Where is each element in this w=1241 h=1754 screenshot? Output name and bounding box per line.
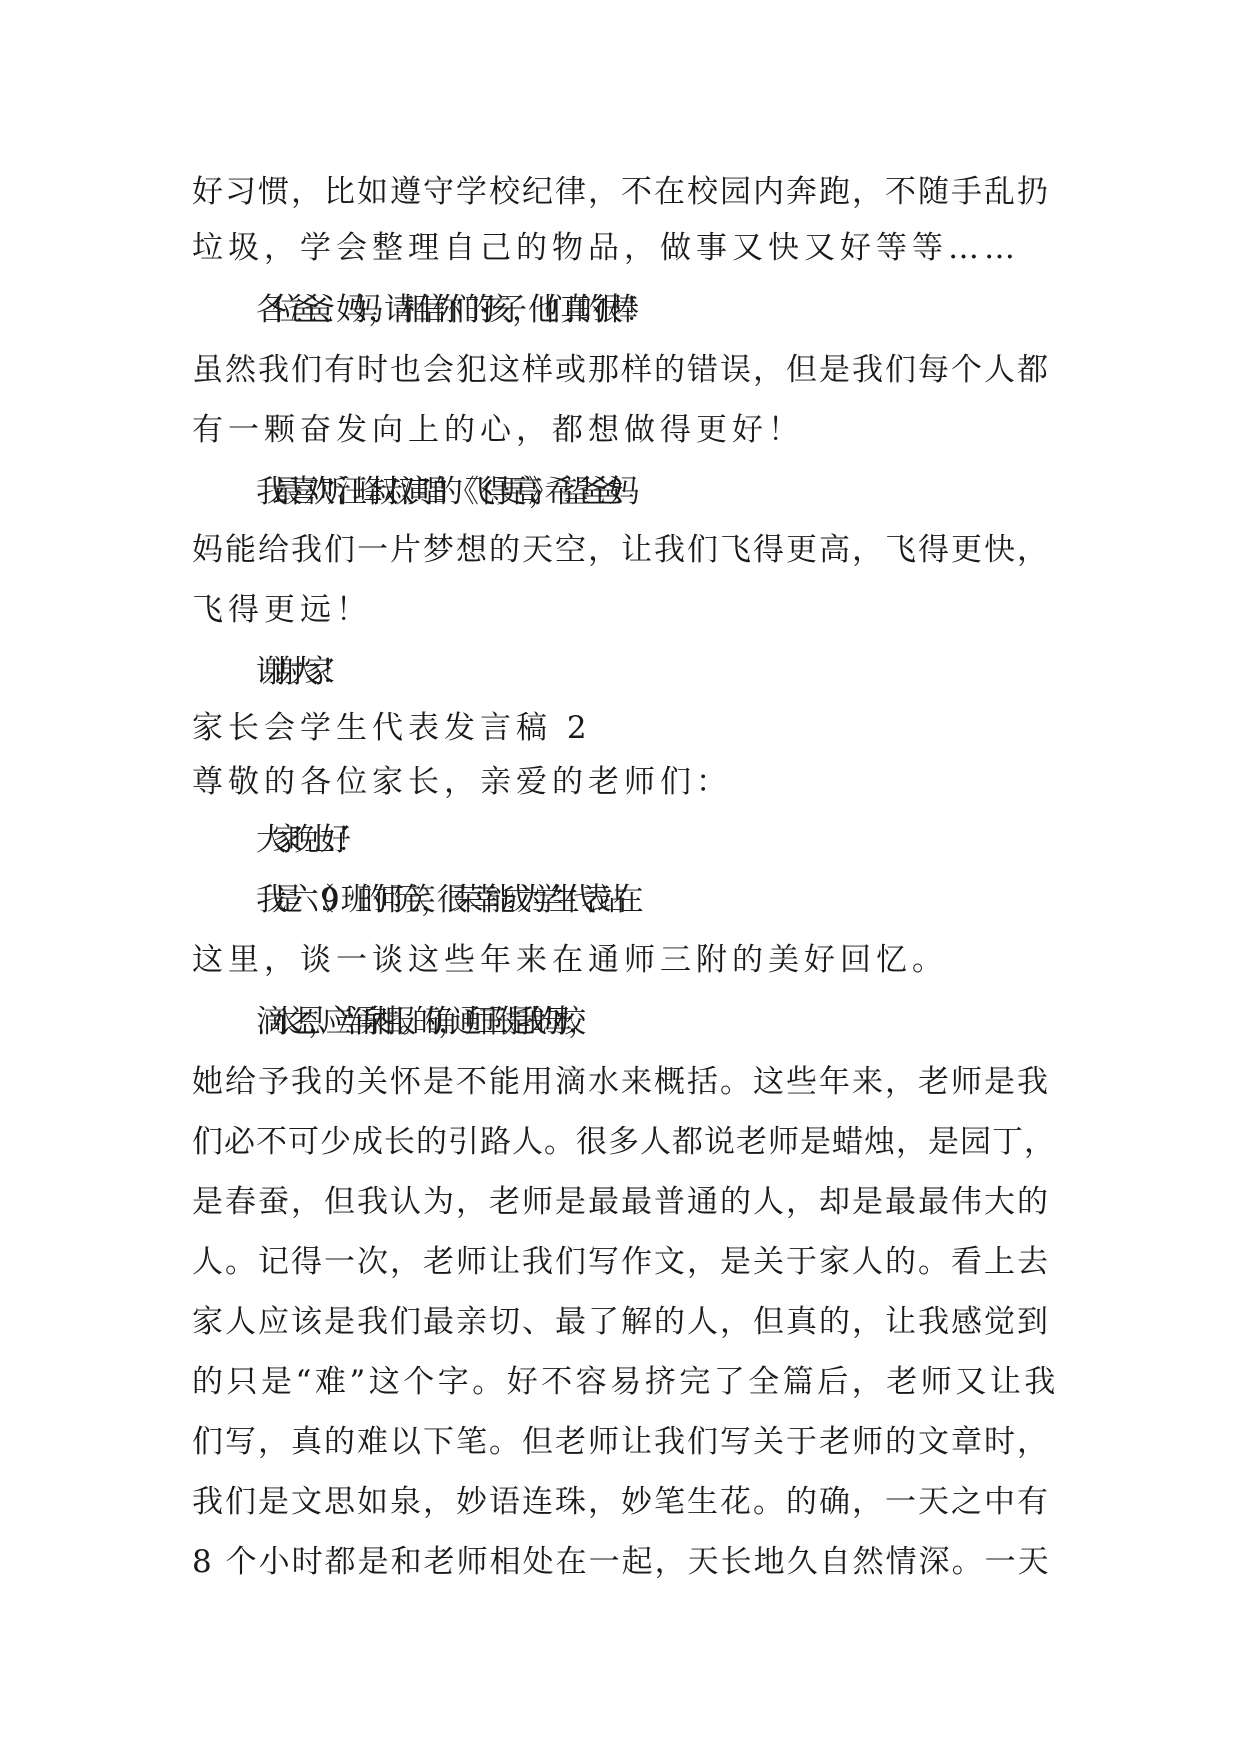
text-line-9: 谢谢大家！ — [256, 654, 336, 690]
text-line-21: 的只是“难”这个字。好不容易挤完了全篇后，老师又让我 — [192, 1364, 1059, 1400]
text-line-13: 我是六（9）班的何阮笑，很荣幸能成为学生代表站在 — [256, 882, 629, 918]
text-line-22: 们写，真的难以下笔。但老师让我们写关于老师的文章时， — [192, 1424, 1050, 1460]
section-heading: 家长会学生代表发言稿 2 — [192, 710, 592, 746]
text-line-16: 她给予我的关怀是不能用滴水来概括。这些年来，老师是我 — [192, 1064, 1050, 1100]
text-line-17: 们必不可少成长的引路人。很多人都说老师是蜡烛，是园丁， — [192, 1124, 1056, 1160]
text-line-5: 有一颗奋发向上的心，都想做得更好！ — [192, 412, 804, 448]
text-line-4: 虽然我们有时也会犯这样或那样的错误，但是我们每个人都 — [192, 352, 1050, 388]
text-line-24: 8 个小时都是和老师相处在一起，天长地久自然情深。一天 — [192, 1544, 1051, 1580]
text-line-6: 我最喜欢听汪峰叔叔演唱的《飞得更高》，希望爸爸妈 — [256, 474, 625, 510]
greeting: 大家晚上好！ — [256, 822, 352, 858]
salutation: 尊敬的各位家长，亲爱的老师们： — [192, 764, 732, 800]
text-line-23: 我们是文思如泉，妙语连珠，妙笔生花。的确，一天之中有 — [192, 1484, 1050, 1520]
text-line-1: 好习惯，比如遵守学校纪律，不在校园内奔跑，不随手乱扔 — [192, 174, 1050, 210]
text-line-3: 各位爸爸、妈妈，请相信你们的孩子，他们真的很棒！ — [256, 292, 640, 328]
text-line-18: 是春蚕，但我认为，老师是最最普通的人，却是最最伟大的 — [192, 1184, 1050, 1220]
text-line-14: 这里，谈一谈这些年来在通师三附的美好回忆。 — [192, 942, 948, 978]
text-line-20: 家人应该是我们最亲切、最了解的人，但真的，让我感觉到 — [192, 1304, 1050, 1340]
text-line-15: 滴水之恩，应当涌泉相报。的确，通师三附是我的母校， — [256, 1004, 581, 1040]
text-line-19: 人。记得一次，老师让我们写作文，是关于家人的。看上去 — [192, 1244, 1050, 1280]
text-line-2: 垃圾，学会整理自己的物品，做事又快又好等等…… — [192, 230, 1020, 266]
text-line-8: 飞得更远！ — [192, 592, 372, 628]
text-line-7: 妈能给我们一片梦想的天空，让我们飞得更高，飞得更快， — [192, 532, 1050, 568]
